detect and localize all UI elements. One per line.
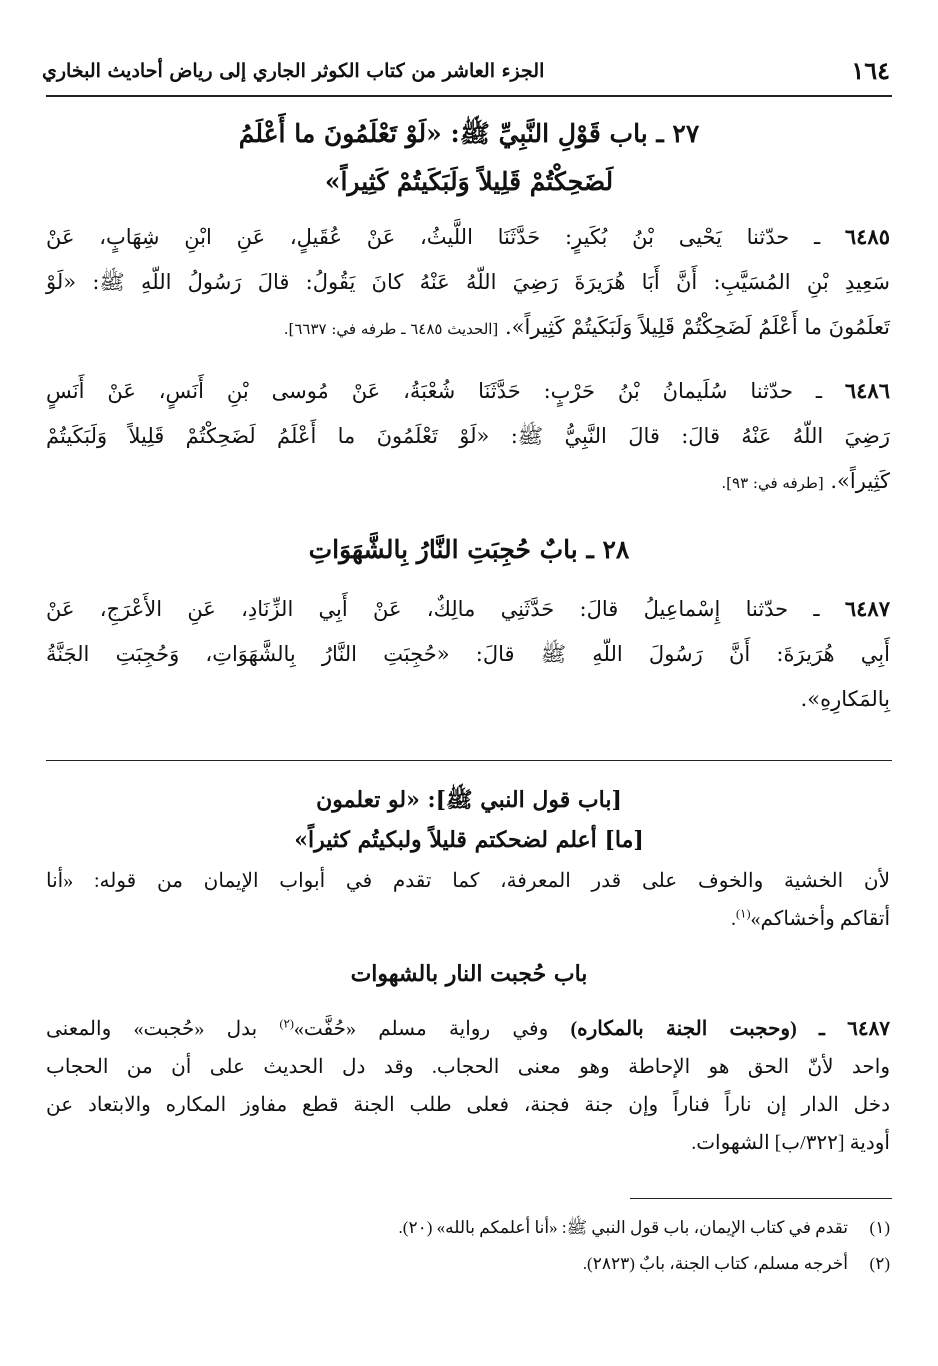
commentary-2-body bbox=[46, 1010, 890, 1162]
commentary-2-line-1 bbox=[46, 1010, 890, 1048]
commentary-1-title-line-1: [باب قول النبي ﷺ]: «لو تعلمون bbox=[316, 787, 622, 813]
footnote-text: أخرجه مسلم، كتاب الجنة، بابٌ (٢٨٢٣). bbox=[582, 1254, 848, 1273]
commentary-1-title bbox=[40, 780, 898, 860]
hadith-number: ٦٤٨٥ bbox=[844, 224, 890, 249]
hadith-text: كَثِيراً». bbox=[830, 469, 890, 493]
hadith-text: ـ حدّثنا إِسْماعِيلُ قالَ: حَدَّثَنِي مالِكٌ، عَنْ أَبِي الزِّنَادِ، عَنِ الأَعْرَجِ، عَنْ bbox=[46, 597, 820, 621]
section-divider bbox=[46, 760, 892, 761]
hadith-number: ٦٤٨٦ bbox=[844, 378, 890, 403]
footnote-divider bbox=[630, 1198, 892, 1199]
chapter-28-title-line: ٢٨ ـ بابٌ حُجِبَتِ النَّارُ بِالشَّهَوَاتِ bbox=[308, 535, 630, 564]
commentary-2-title-line: باب حُجبت النار بالشهوات bbox=[350, 961, 588, 987]
footnote-marker: (١) bbox=[869, 1218, 890, 1237]
footnotes bbox=[46, 1210, 890, 1282]
footnote-2 bbox=[46, 1246, 890, 1282]
hadith-6485 bbox=[46, 214, 890, 352]
chapter-27-title-line-1: ٢٧ ـ باب قَوْلِ النَّبِيِّ ﷺ: «لَوْ تَعْلَمُونَ ما أَعْلَمُ bbox=[238, 119, 700, 148]
chapter-27-title bbox=[40, 110, 898, 206]
footnote-marker: (٢) bbox=[869, 1254, 890, 1273]
chapter-27-title-line-2: لَضَحِكْتُمْ قَلِيلاً وَلَبَكَيتُمْ كَثِيراً» bbox=[324, 167, 614, 196]
commentary-text-end: . bbox=[731, 908, 737, 930]
commentary-2-line-3: دخل الدار إن ناراً فناراً وإن جنة فجنة، فعلى طلب الجنة قطع مفاوز المكاره والابتعاد عن bbox=[46, 1094, 891, 1116]
hadith-6486-line-2: رَضِيَ اللّهُ عَنْهُ قالَ: قالَ النَّبِيُّ ﷺ: «لَوْ تَعْلَمُونَ ما أَعْلَمُ لَضَحِكْتُمْ قَلِيلاً وَلَبَكَيتُمْ bbox=[46, 424, 890, 448]
commentary-2-line-2: واحد لأنّ الحق هو الإحاطة وهو معنى الحجاب. وقد دل الحديث على أن من الحجاب bbox=[46, 1056, 890, 1078]
hadith-text: ـ حدّثنا سُلَيمانُ بْنُ حَرْبٍ: حَدَّثَنَا شُعْبَةُ، عَنْ مُوسى بْنِ أَنَسٍ، عَنْ أَنَسٍ bbox=[46, 379, 822, 403]
commentary-1-body bbox=[46, 862, 890, 938]
commentary-text: وفي رواية مسلم «حُفَّت» bbox=[293, 1018, 549, 1040]
hadith-6487-line-3: بِالمَكارِهِ». bbox=[800, 687, 890, 711]
hadith-number: ٦٤٨٧ bbox=[844, 596, 890, 621]
commentary-2-title bbox=[40, 954, 898, 994]
hadith-6486-line-3 bbox=[46, 459, 890, 506]
commentary-lead: ـ (وحجبت الجنة بالمكاره) bbox=[570, 1018, 825, 1040]
header-divider bbox=[46, 95, 892, 97]
commentary-text: بدل «حُجبت» والمعنى bbox=[46, 1018, 258, 1040]
hadith-text: ـ حدّثنا يَحْيى بْنُ بُكَيرٍ: حَدَّثَنَا اللَّيثُ، عَنْ عُقَيلٍ، عَنِ ابْنِ شِهَابٍ، عَنْ bbox=[46, 225, 821, 249]
running-title: الجزء العاشر من كتاب الكوثر الجاري إلى رياض أحاديث البخاري bbox=[42, 60, 545, 82]
hadith-number: ٦٤٨٧ bbox=[847, 1018, 891, 1040]
hadith-6485-line-1 bbox=[46, 214, 890, 260]
footnote-text: تقدم في كتاب الإيمان، باب قول النبي ﷺ: «أنا أعلمكم بالله» (٢٠). bbox=[398, 1218, 848, 1237]
hadith-6485-line-2: سَعِيدِ بْنِ المُسَيَّبِ: أَنَّ أَبَا هُرَيرَةَ رَضِيَ اللّهُ عَنْهُ كانَ يَقُولُ: قالَ رَسُولُ اللّهِ ﷺ: «لَوْ bbox=[46, 270, 890, 294]
footnote-ref-1[interactable]: (١) bbox=[736, 906, 751, 921]
hadith-6486 bbox=[46, 368, 890, 506]
hadith-6487-line-2: أَبِي هُرَيرَةَ: أَنَّ رَسُولَ اللّهِ ﷺ قالَ: «حُجِبَتِ النَّارُ بِالشَّهَوَاتِ، وَحُجِبَتِ الجَنَّةُ bbox=[46, 642, 890, 666]
commentary-text: أتقاكم وأخشاكم» bbox=[750, 908, 890, 930]
footnote-ref-2[interactable]: (٢) bbox=[279, 1016, 294, 1031]
hadith-6487-line-1 bbox=[46, 586, 890, 632]
hadith-text: تَعلَمُونَ ما أَعْلَمُ لَضَحِكْتُمْ قَلِيلاً وَلَبَكَيتُمْ كَثِيراً». bbox=[504, 315, 890, 339]
hadith-reference: [الحديث ٦٤٨٥ ـ طرفه في: ٦٦٣٧]. bbox=[283, 320, 499, 338]
hadith-reference: [طرفه في: ٩٣]. bbox=[721, 474, 824, 492]
footnote-1 bbox=[46, 1210, 890, 1246]
commentary-2-line-4: أودية [٣٢٢/ب] الشهوات. bbox=[691, 1132, 890, 1154]
page-number: ١٦٤ bbox=[851, 56, 890, 85]
commentary-1-line-1: لأن الخشية والخوف على قدر المعرفة، كما تقدم في أبواب الإيمان من قوله: «أنا bbox=[46, 870, 890, 892]
hadith-6487 bbox=[46, 586, 890, 722]
chapter-28-title bbox=[40, 526, 898, 574]
commentary-1-line-2 bbox=[46, 900, 890, 938]
commentary-1-title-line-2: [ما] أعلم لضحكتم قليلاً ولبكيتُم كثيراً» bbox=[294, 827, 644, 853]
page-header bbox=[42, 52, 890, 92]
hadith-6486-line-1 bbox=[46, 368, 890, 414]
hadith-6485-line-3 bbox=[46, 305, 890, 352]
